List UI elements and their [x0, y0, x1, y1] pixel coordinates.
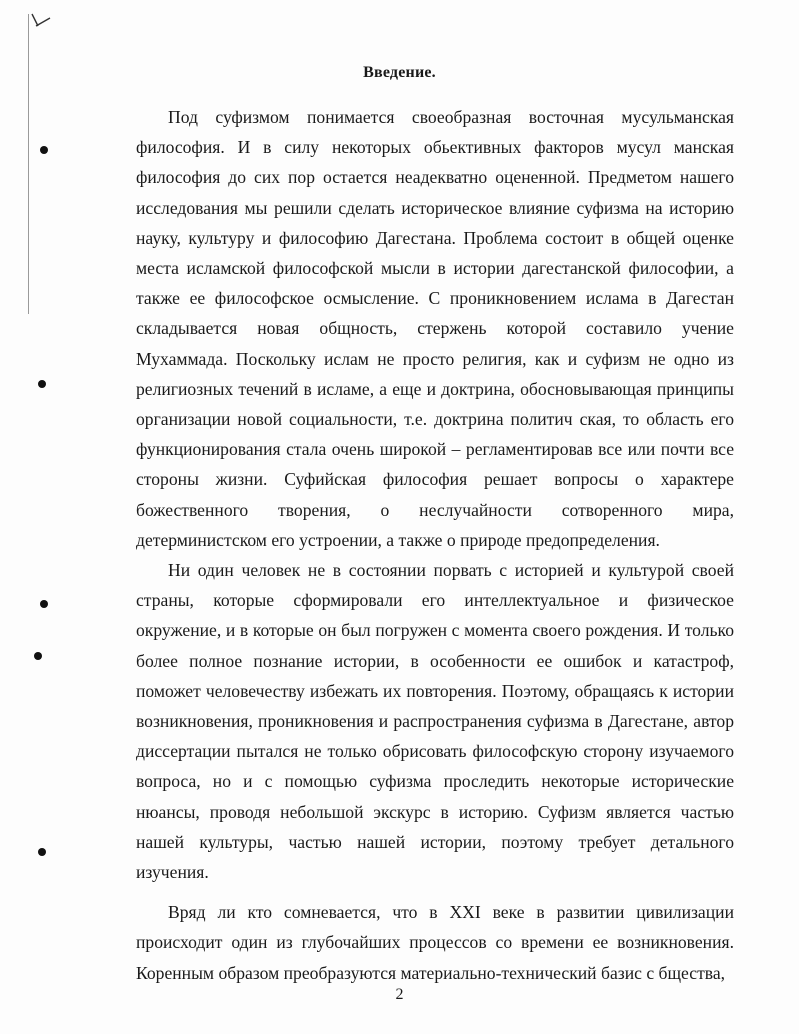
punch-hole-mark: [40, 146, 48, 154]
paragraph: Ни один человек не в состоянии порвать с историей и культурой своей страны, которые сформировали его интеллектуальное и физическое окружение, и в которые он был погружен с момента своего рождения. И только более полное познание истории, в особенности ее ошибок и катастроф, поможет человечеству избежать их повторения. Поэтому, обращаясь к истории возникновения, проникновения и распространения суфизма в Дагестане, автор диссертации пытался не только обрисовать философскую сторону изучаемого вопроса, но и с помощью суфизма проследить некоторые исторические нюансы, проводя небольшой экскурс в историю. Суфизм является частью нашей культуры, частью нашей истории, поэтому требует детального изучения.: [136, 560, 734, 883]
page-number: 2: [395, 986, 404, 1003]
punch-hole-mark: [38, 380, 46, 388]
punch-hole-mark: [38, 848, 46, 856]
punch-hole-mark: [40, 600, 48, 608]
paragraph: Под суфизмом понимается своеобразная восточная мусульманская философия. И в силу некоторых обьективных факторов мусул манская философия до сих пор остается неадекватно оцененной. Предметом нашего исследования мы решили сделать историческое влияние суфизма на историю науку, культуру и философию Дагестана. Проблема состоит в общей оценке места исламской философской мысли в истории дагестанской философии, а также ее философское осмысление. С проникновением ислама в Дагестан складывается новая общность, стержень которой составило учение Мухаммада. Поскольку ислам не просто религия, как и суфизм не одно из религиозных течений в исламе, а еще и доктрина, обосновывающая принципы организации новой социальности, т.е. доктрина политич ская, то область его функционирования стала очень широкой – регламентировав все или почти все стороны жизни. Суфийская философия решает вопросы о характере божественного творения, о неслучайности сотворенного мира, детерминистском его устроении, а также о природе предопределения.: [136, 107, 734, 550]
punch-hole-mark: [34, 652, 42, 660]
scan-mark-icon: [30, 12, 52, 34]
page-title: Введение.: [363, 64, 436, 81]
scan-left-edge: [28, 14, 29, 314]
paragraph: Вряд ли кто сомневается, что в XXI веке в развитии цивилизации происходит один из глубочайших процессов со времени ее возникновения. Коренным образом преобразуются материально-технический базис с бщества,: [136, 902, 734, 983]
body-text: [136, 102, 734, 988]
